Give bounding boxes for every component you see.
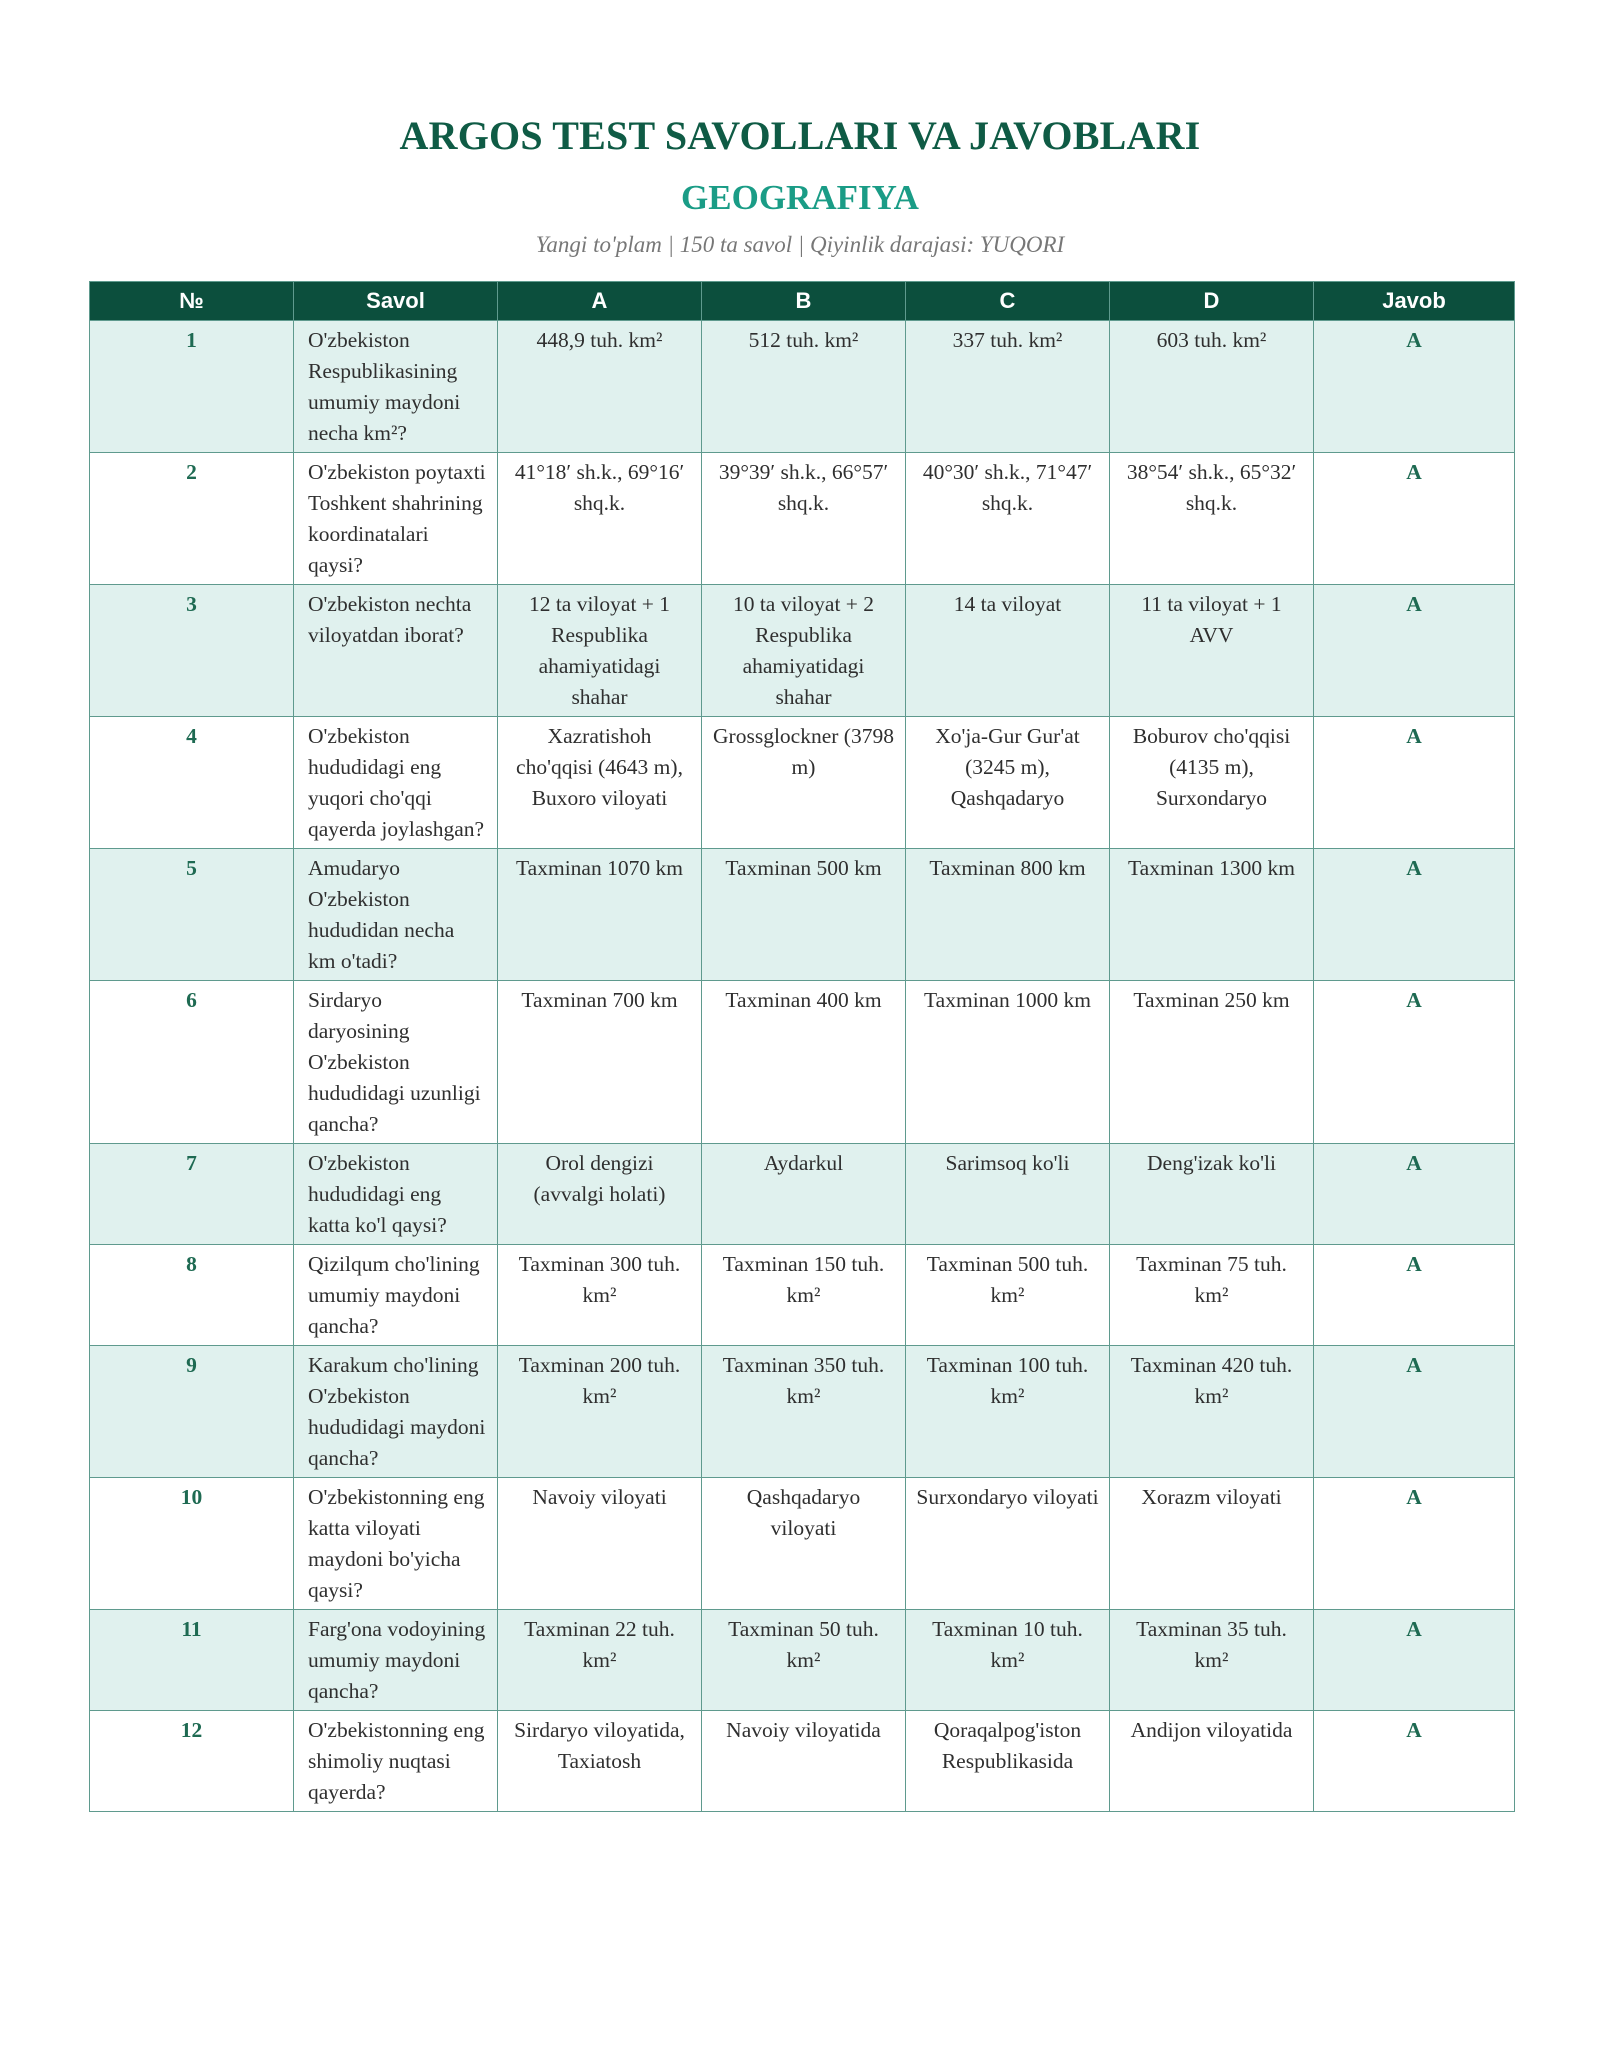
question-number: 11 [90,1610,294,1711]
option-d: Deng'izak ko'li [1110,1144,1314,1245]
option-b: Taxminan 500 km [702,849,906,981]
table-row [90,717,1515,849]
question-text: O'zbekiston poytaxti Toshkent shahrining koordinatalari qaysi? [294,453,498,585]
answer: A [1314,981,1515,1144]
option-d: 38°54′ sh.k., 65°32′ shq.k. [1110,453,1314,585]
option-a: Orol dengizi (avvalgi holati) [498,1144,702,1245]
option-d: Xorazm viloyati [1110,1478,1314,1610]
option-a: Xazratishoh cho'qqisi (4643 m), Buxoro viloyati [498,717,702,849]
table-row [90,1144,1515,1245]
option-d: 11 ta viloyat + 1 AVV [1110,585,1314,717]
header-number: № [90,282,294,321]
question-number: 3 [90,585,294,717]
header-option-b: B [702,282,906,321]
answer: A [1314,1346,1515,1478]
option-c: Xo'ja-Gur Gur'at (3245 m), Qashqadaryo [906,717,1110,849]
option-c: Taxminan 100 tuh. km² [906,1346,1110,1478]
option-a: Sirdaryo viloyatida, Taxiatosh [498,1711,702,1812]
option-d: Taxminan 250 km [1110,981,1314,1144]
option-d: Taxminan 75 tuh. km² [1110,1245,1314,1346]
question-number: 5 [90,849,294,981]
table-header [90,282,1515,321]
header-option-a: A [498,282,702,321]
answer: A [1314,1478,1515,1610]
option-c: Qoraqalpog'iston Respublikasida [906,1711,1110,1812]
header-option-d: D [1110,282,1314,321]
option-d: Taxminan 35 tuh. km² [1110,1610,1314,1711]
question-number: 12 [90,1711,294,1812]
question-number: 8 [90,1245,294,1346]
option-b: Aydarkul [702,1144,906,1245]
table-row [90,453,1515,585]
option-b: 10 ta viloyat + 2 Respublika ahamiyatidagi shahar [702,585,906,717]
answer: A [1314,849,1515,981]
option-b: Taxminan 50 tuh. km² [702,1610,906,1711]
question-text: Farg'ona vodoyining umumiy maydoni qancha? [294,1610,498,1711]
option-a: Taxminan 300 tuh. km² [498,1245,702,1346]
question-text: O'zbekistonning eng shimoliy nuqtasi qayerda? [294,1711,498,1812]
question-text: Qizilqum cho'lining umumiy maydoni qancha? [294,1245,498,1346]
collection-info: Yangi to'plam | 150 ta savol | Qiyinlik darajasi: YUQORI [535,232,1065,257]
answer: A [1314,1144,1515,1245]
question-text: O'zbekiston Respublikasining umumiy maydoni necha km²? [294,321,498,453]
table-row [90,1610,1515,1711]
option-b: Taxminan 150 tuh. km² [702,1245,906,1346]
table-row [90,1711,1515,1812]
answer: A [1314,1245,1515,1346]
option-b: Taxminan 350 tuh. km² [702,1346,906,1478]
header-answer: Javob [1314,282,1515,321]
option-a: Navoiy viloyati [498,1478,702,1610]
question-text: Amudaryo O'zbekiston hududidan necha km o'tadi? [294,849,498,981]
table-row [90,1478,1515,1610]
option-b: Navoiy viloyatida [702,1711,906,1812]
table-row [90,321,1515,453]
question-number: 7 [90,1144,294,1245]
option-d: Taxminan 420 tuh. km² [1110,1346,1314,1478]
option-b: 512 tuh. km² [702,321,906,453]
option-b: Grossglockner (3798 m) [702,717,906,849]
option-d: Boburov cho'qqisi (4135 m), Surxondaryo [1110,717,1314,849]
question-text: O'zbekiston hududidagi eng katta ko'l qaysi? [294,1144,498,1245]
table-row [90,1245,1515,1346]
option-d: Taxminan 1300 km [1110,849,1314,981]
header-question: Savol [294,282,498,321]
option-c: 40°30′ sh.k., 71°47′ shq.k. [906,453,1110,585]
option-b: Taxminan 400 km [702,981,906,1144]
question-text: O'zbekiston hududidagi eng yuqori cho'qqi qayerda joylashgan? [294,717,498,849]
table-row [90,849,1515,981]
question-number: 10 [90,1478,294,1610]
answer: A [1314,1610,1515,1711]
question-number: 4 [90,717,294,849]
answer: A [1314,717,1515,849]
option-b: 39°39′ sh.k., 66°57′ shq.k. [702,453,906,585]
option-c: Taxminan 1000 km [906,981,1110,1144]
option-b: Qashqadaryo viloyati [702,1478,906,1610]
option-a: Taxminan 700 km [498,981,702,1144]
question-text: Karakum cho'lining O'zbekiston hududidagi maydoni qancha? [294,1346,498,1478]
option-c: 337 tuh. km² [906,321,1110,453]
answer: A [1314,585,1515,717]
option-a: 12 ta viloyat + 1 Respublika ahamiyatidagi shahar [498,585,702,717]
option-d: 603 tuh. km² [1110,321,1314,453]
option-a: Taxminan 200 tuh. km² [498,1346,702,1478]
questions-table [89,281,1515,1812]
option-c: Sarimsoq ko'li [906,1144,1110,1245]
answer: A [1314,453,1515,585]
option-a: 448,9 tuh. km² [498,321,702,453]
question-number: 2 [90,453,294,585]
question-number: 6 [90,981,294,1144]
header-option-c: C [906,282,1110,321]
option-c: Surxondaryo viloyati [906,1478,1110,1610]
option-c: Taxminan 800 km [906,849,1110,981]
question-text: Sirdaryo daryosining O'zbekiston hududidagi uzunligi qancha? [294,981,498,1144]
option-c: Taxminan 500 tuh. km² [906,1245,1110,1346]
question-number: 1 [90,321,294,453]
table-row [90,981,1515,1144]
answer: A [1314,1711,1515,1812]
option-a: Taxminan 1070 km [498,849,702,981]
option-a: Taxminan 22 tuh. km² [498,1610,702,1711]
document-subtitle: GEOGRAFIYA [681,178,919,217]
option-d: Andijon viloyatida [1110,1711,1314,1812]
question-number: 9 [90,1346,294,1478]
option-a: 41°18′ sh.k., 69°16′ shq.k. [498,453,702,585]
table-body [90,321,1515,1812]
option-c: 14 ta viloyat [906,585,1110,717]
document-title: ARGOS TEST SAVOLLARI VA JAVOBLARI [399,113,1201,158]
answer: A [1314,321,1515,453]
option-c: Taxminan 10 tuh. km² [906,1610,1110,1711]
question-text: O'zbekistonning eng katta viloyati maydoni bo'yicha qaysi? [294,1478,498,1610]
table-row [90,1346,1515,1478]
question-text: O'zbekiston nechta viloyatdan iborat? [294,585,498,717]
table-row [90,585,1515,717]
